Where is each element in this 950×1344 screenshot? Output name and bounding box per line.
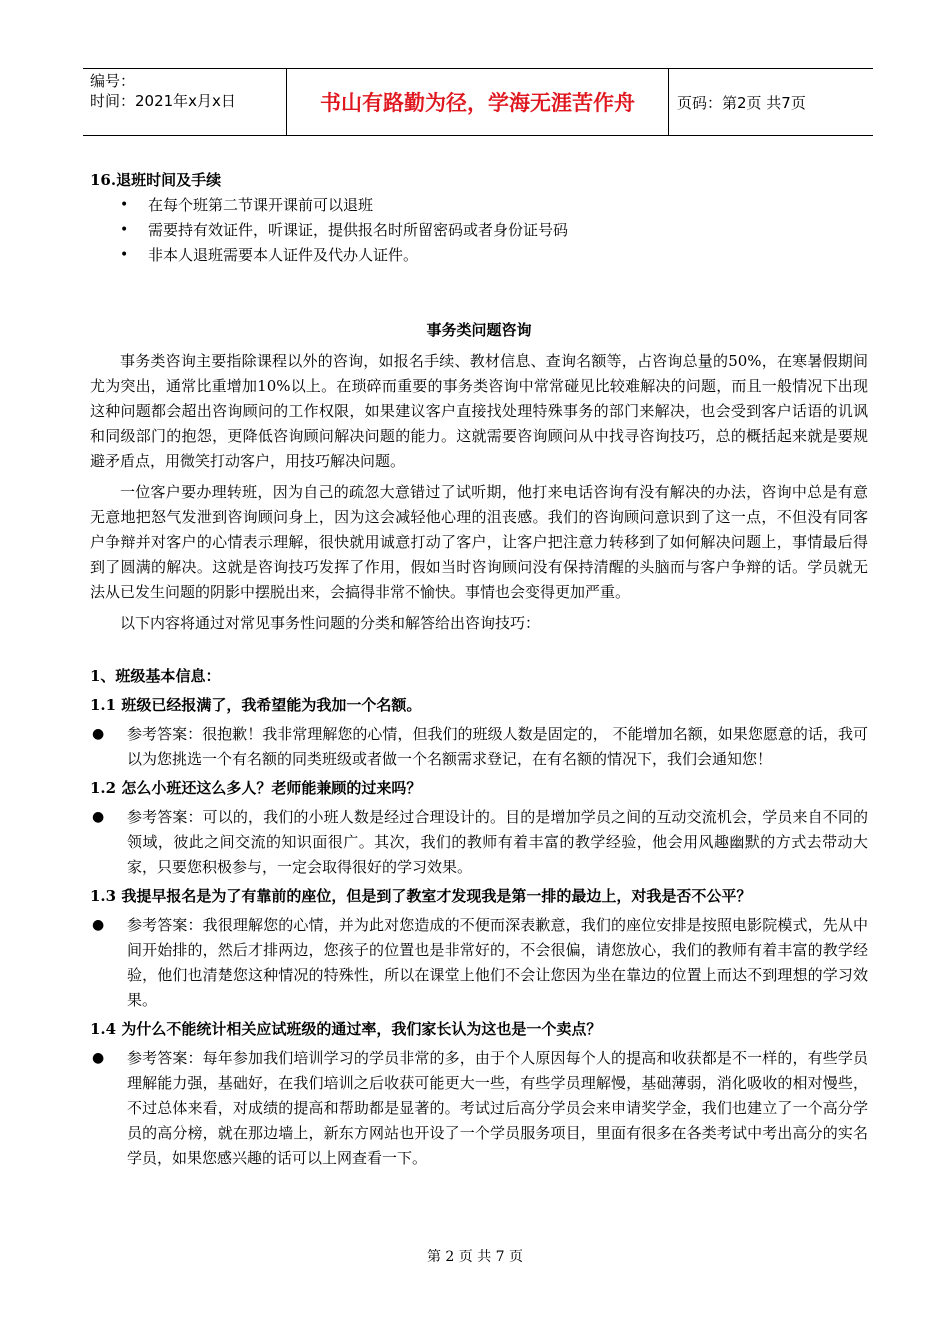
withdraw-list	[90, 193, 868, 268]
header-time: 时间：2021年x月x日	[90, 92, 236, 110]
list-item: • 在每个班第二节课开课前可以退班	[90, 193, 868, 218]
answer: ● 参考答案：可以的，我们的小班人数是经过合理设计的。目的是增加学员之间的互动交流机会，学员来自不同的领域，彼此之间交流的知识面很广。其次，我们的教师有着丰富的教学经验，他会用风趣幽默的方式去带动大家，只要您积极参与，一定会取得很好的学习效果。	[90, 805, 868, 880]
paragraph: 一位客户要办理转班，因为自己的疏忽大意错过了试听期，他打来电话咨询有没有解决的办法，咨询中总是有意无意地把怒气发泄到咨询顾问身上，因为这会减轻他心理的沮丧感。我们的咨询顾问意识到了这一点，不但没有同客户争辩并对客户的心情表示理解，很快就用诚意打动了客户，让客户把注意力转移到了如何解决问题上，事情最后得到了圆满的解决。这就是咨询技巧发挥了作用，假如当时咨询顾问没有保持清醒的头脑而与客户争辩的话。学员就无法从已发生问题的阴影中摆脱出来，会搞得非常不愉快。事情也会变得更加严重。	[90, 483, 868, 601]
bullet-icon: ●	[92, 1050, 105, 1066]
withdraw-title: 16.退班时间及手续	[90, 171, 222, 189]
bullet-icon: ●	[92, 917, 105, 933]
list-item: • 非本人退班需要本人证件及代办人证件。	[90, 243, 868, 268]
header-info	[83, 69, 286, 135]
bullet-icon: •	[120, 197, 129, 213]
question: 1.1 班级已经报满了，我希望能为我加一个名额。	[90, 696, 422, 714]
paragraph: 以下内容将通过对常见事务性问题的分类和解答给出咨询技巧：	[120, 614, 541, 632]
answer: ● 参考答案：每年参加我们培训学习的学员非常的多，由于个人原因每个人的提高和收获都是不一样的，有些学员理解能力强，基础好，在我们培训之后收获可能更大一些，有些学员理解慢，基础薄弱，消化吸收的相对慢些，不过总体来看，对成绩的提高和帮助都是显著的。考试过后高分学员会来申请奖学金，我们也建立了一个高分学员的高分榜，就在那边墙上，新东方网站也开设了一个学员服务项目，里面有很多在各类考试中考出高分的实名学员，如果您感兴趣的话可以上网查看一下。	[90, 1046, 868, 1171]
header-number: 编号：	[90, 72, 136, 90]
document-body	[90, 168, 868, 1171]
question: 1.4 为什么不能统计相关应试班级的通过率，我们家长认为这也是一个卖点？	[90, 1020, 602, 1038]
question: 1.2 怎么小班还这么多人？老师能兼顾的过来吗？	[90, 779, 422, 797]
page-header	[83, 68, 873, 136]
section-title: 事务类问题咨询	[426, 321, 532, 339]
bullet-icon: •	[120, 247, 129, 263]
header-page-info: 页码：第2页 共7页	[677, 93, 806, 112]
bullet-icon: ●	[92, 809, 105, 825]
bullet-icon: •	[120, 222, 129, 238]
section1-title: 1、班级基本信息：	[90, 667, 221, 685]
header-motto: 书山有路勤为径，学海无涯苦作舟	[286, 69, 669, 135]
bullet-icon: ●	[92, 726, 105, 742]
list-item: • 需要持有效证件，听课证，提供报名时所留密码或者身份证号码	[90, 218, 868, 243]
page-footer: 第 2 页 共 7 页	[426, 1249, 524, 1265]
paragraph: 事务类咨询主要指除课程以外的咨询，如报名手续、教材信息、查询名额等，占咨询总量的50%，在寒暑假期间尤为突出，通常比重增加10%以上。在琐碎而重要的事务类咨询中常常碰见比较难解决的问题，而且一般情况下出现这种问题都会超出咨询顾问的工作权限，如果建议客户直接找处理特殊事务的部门来解决，也会受到客户话语的讥讽和同级部门的抱怨，更降低咨询顾问解决问题的能力。这就需要咨询顾问从中找寻咨询技巧，总的概括起来就是要规避矛盾点，用微笑打动客户，用技巧解决问题。	[90, 352, 868, 470]
question: 1.3 我提早报名是为了有靠前的座位，但是到了教室才发现我是第一排的最边上，对我是否不公平？	[90, 887, 752, 905]
answer: ● 参考答案：很抱歉！我非常理解您的心情，但我们的班级人数是固定的， 不能增加名额，如果您愿意的话，我可以为您挑选一个有名额的同类班级或者做一个名额需求登记，在有名额的情况下，我们会通知您！	[90, 722, 868, 772]
answer: ● 参考答案：我很理解您的心情，并为此对您造成的不便而深表歉意，我们的座位安排是按照电影院模式，先从中间开始排的，然后才排两边，您孩子的位置也是非常好的，不会很偏，请您放心，我们的教师有着丰富的教学经验，他们也清楚您这种情况的特殊性，所以在课堂上他们不会让您因为坐在靠边的位置上而达不到理想的学习效果。	[90, 913, 868, 1013]
